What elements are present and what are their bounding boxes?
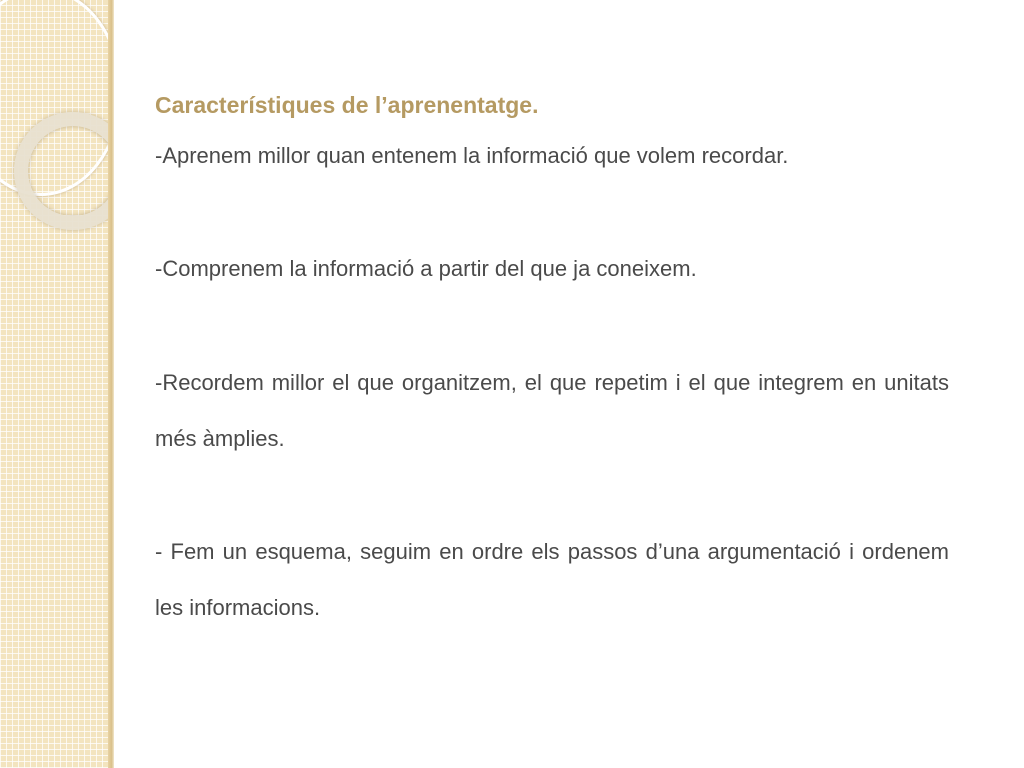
paragraph-4: - Fem un esquema, seguim en ordre els passos d’una argumentació i ordenem les informacions.	[155, 539, 949, 620]
decorative-side-panel	[0, 0, 112, 768]
paragraph-1: -Aprenem millor quan entenem la informació que volem recordar.	[155, 143, 789, 168]
slide-content	[155, 82, 949, 636]
paragraph-3: -Recordem millor el que organitzem, el que repetim i el que integrem en unitats més àmplies.	[155, 370, 949, 451]
paragraph-spacer	[155, 297, 949, 355]
paragraph-spacer	[155, 467, 949, 524]
paragraph-2: -Comprenem la informació a partir del que ja coneixem.	[155, 256, 697, 281]
slide-title: Característiques de l’aprenentatge.	[155, 92, 539, 118]
paragraph-spacer	[155, 184, 949, 241]
side-panel-edge	[108, 0, 114, 768]
